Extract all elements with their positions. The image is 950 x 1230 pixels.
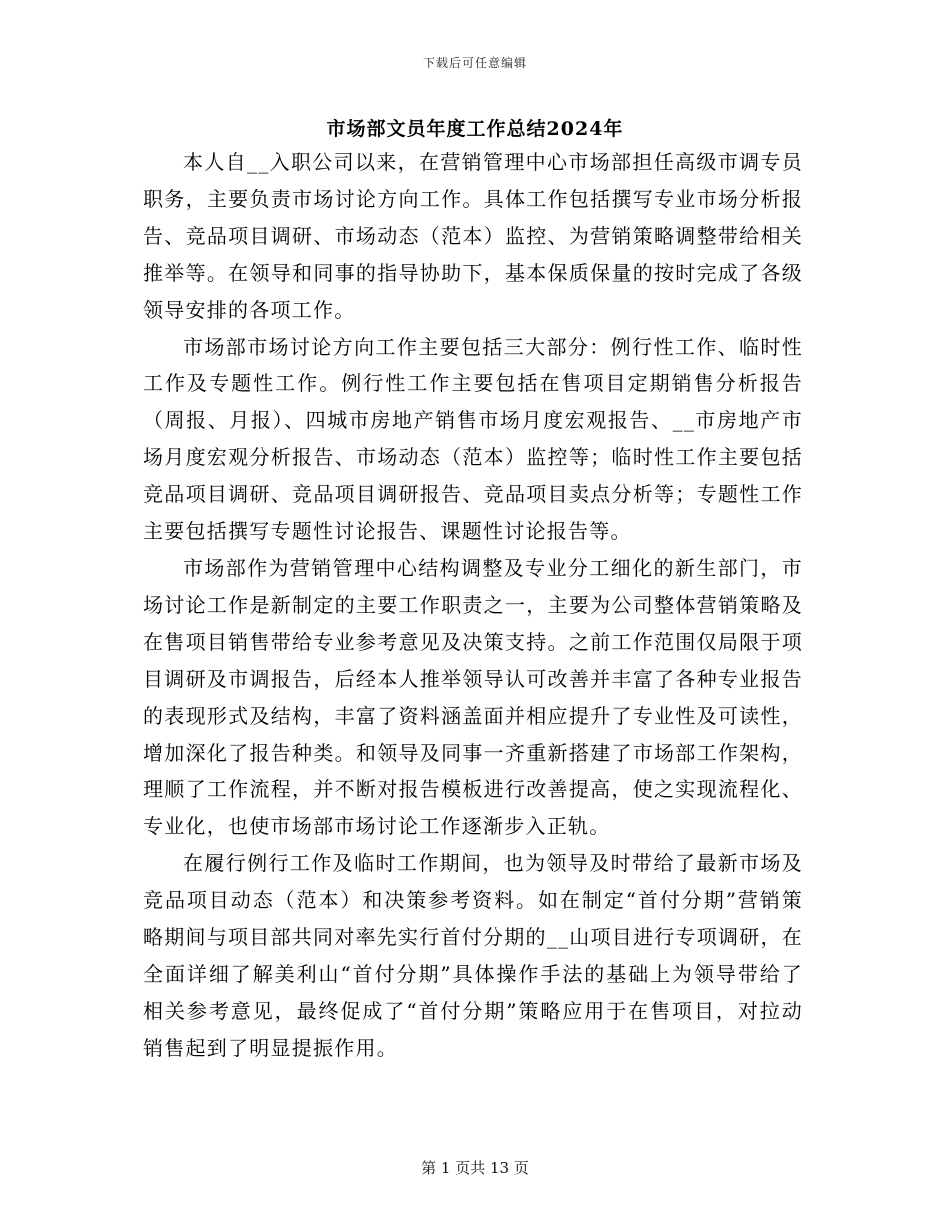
header-note: 下载后可任意编辑 (422, 56, 527, 70)
paragraph-2: 市场部市场讨论方向工作主要包括三大部分：例行性工作、临时性工作及专题性工作。例行性工作主要包括在售项目定期销售分析报告（周报、月报）、四城市房地产销售市场月度宏观报告、__市房地产市场月度宏观分析报告、市场动态（范本）监控等；临时性工作主要包括竞品项目调研、竞品项目调研报告、竞品项目卖点分析等；专题性工作主要包括撰写专题性讨论报告、课题性讨论报告等。 (143, 334, 803, 544)
document-title: 市场部文员年度工作总结2024年 (326, 118, 624, 140)
document-body (143, 144, 803, 1067)
paragraph-3: 市场部作为营销管理中心结构调整及专业分工细化的新生部门，市场讨论工作是新制定的主要工作职责之一，主要为公司整体营销策略及在售项目销售带给专业参考意见及决策支持。之前工作范围仅局限于项目调研及市调报告，后经本人推举领导认可改善并丰富了各种专业报告的表现形式及结构，丰富了资料涵盖面并相应提升了专业性及可读性，增加深化了报告种类。和领导及同事一齐重新搭建了市场部工作架构，理顺了工作流程，并不断对报告模板进行改善提高，使之实现流程化、专业化，也使市场部市场讨论工作逐渐步入正轨。 (143, 555, 803, 839)
page-number: 第 1 页共 13 页 (421, 1159, 529, 1177)
paragraph-1: 本人自__入职公司以来，在营销管理中心市场部担任高级市调专员职务，主要负责市场讨论方向工作。具体工作包括撰写专业市场分析报告、竞品项目调研、市场动态（范本）监控、为营销策略调整带给相关推举等。在领导和同事的指导协助下，基本保质保量的按时完成了各级领导安排的各项工作。 (143, 150, 803, 322)
paragraph-4: 在履行例行工作及临时工作期间，也为领导及时带给了最新市场及竞品项目动态（范本）和决策参考资料。如在制定“首付分期”营销策略期间与项目部共同对率先实行首付分期的__山项目进行专项调研，在全面详细了解美利山“首付分期”具体操作手法的基础上为领导带给了相关参考意见，最终促成了“首付分期”策略应用于在售项目，对拉动销售起到了明显提振作用。 (143, 851, 803, 1060)
